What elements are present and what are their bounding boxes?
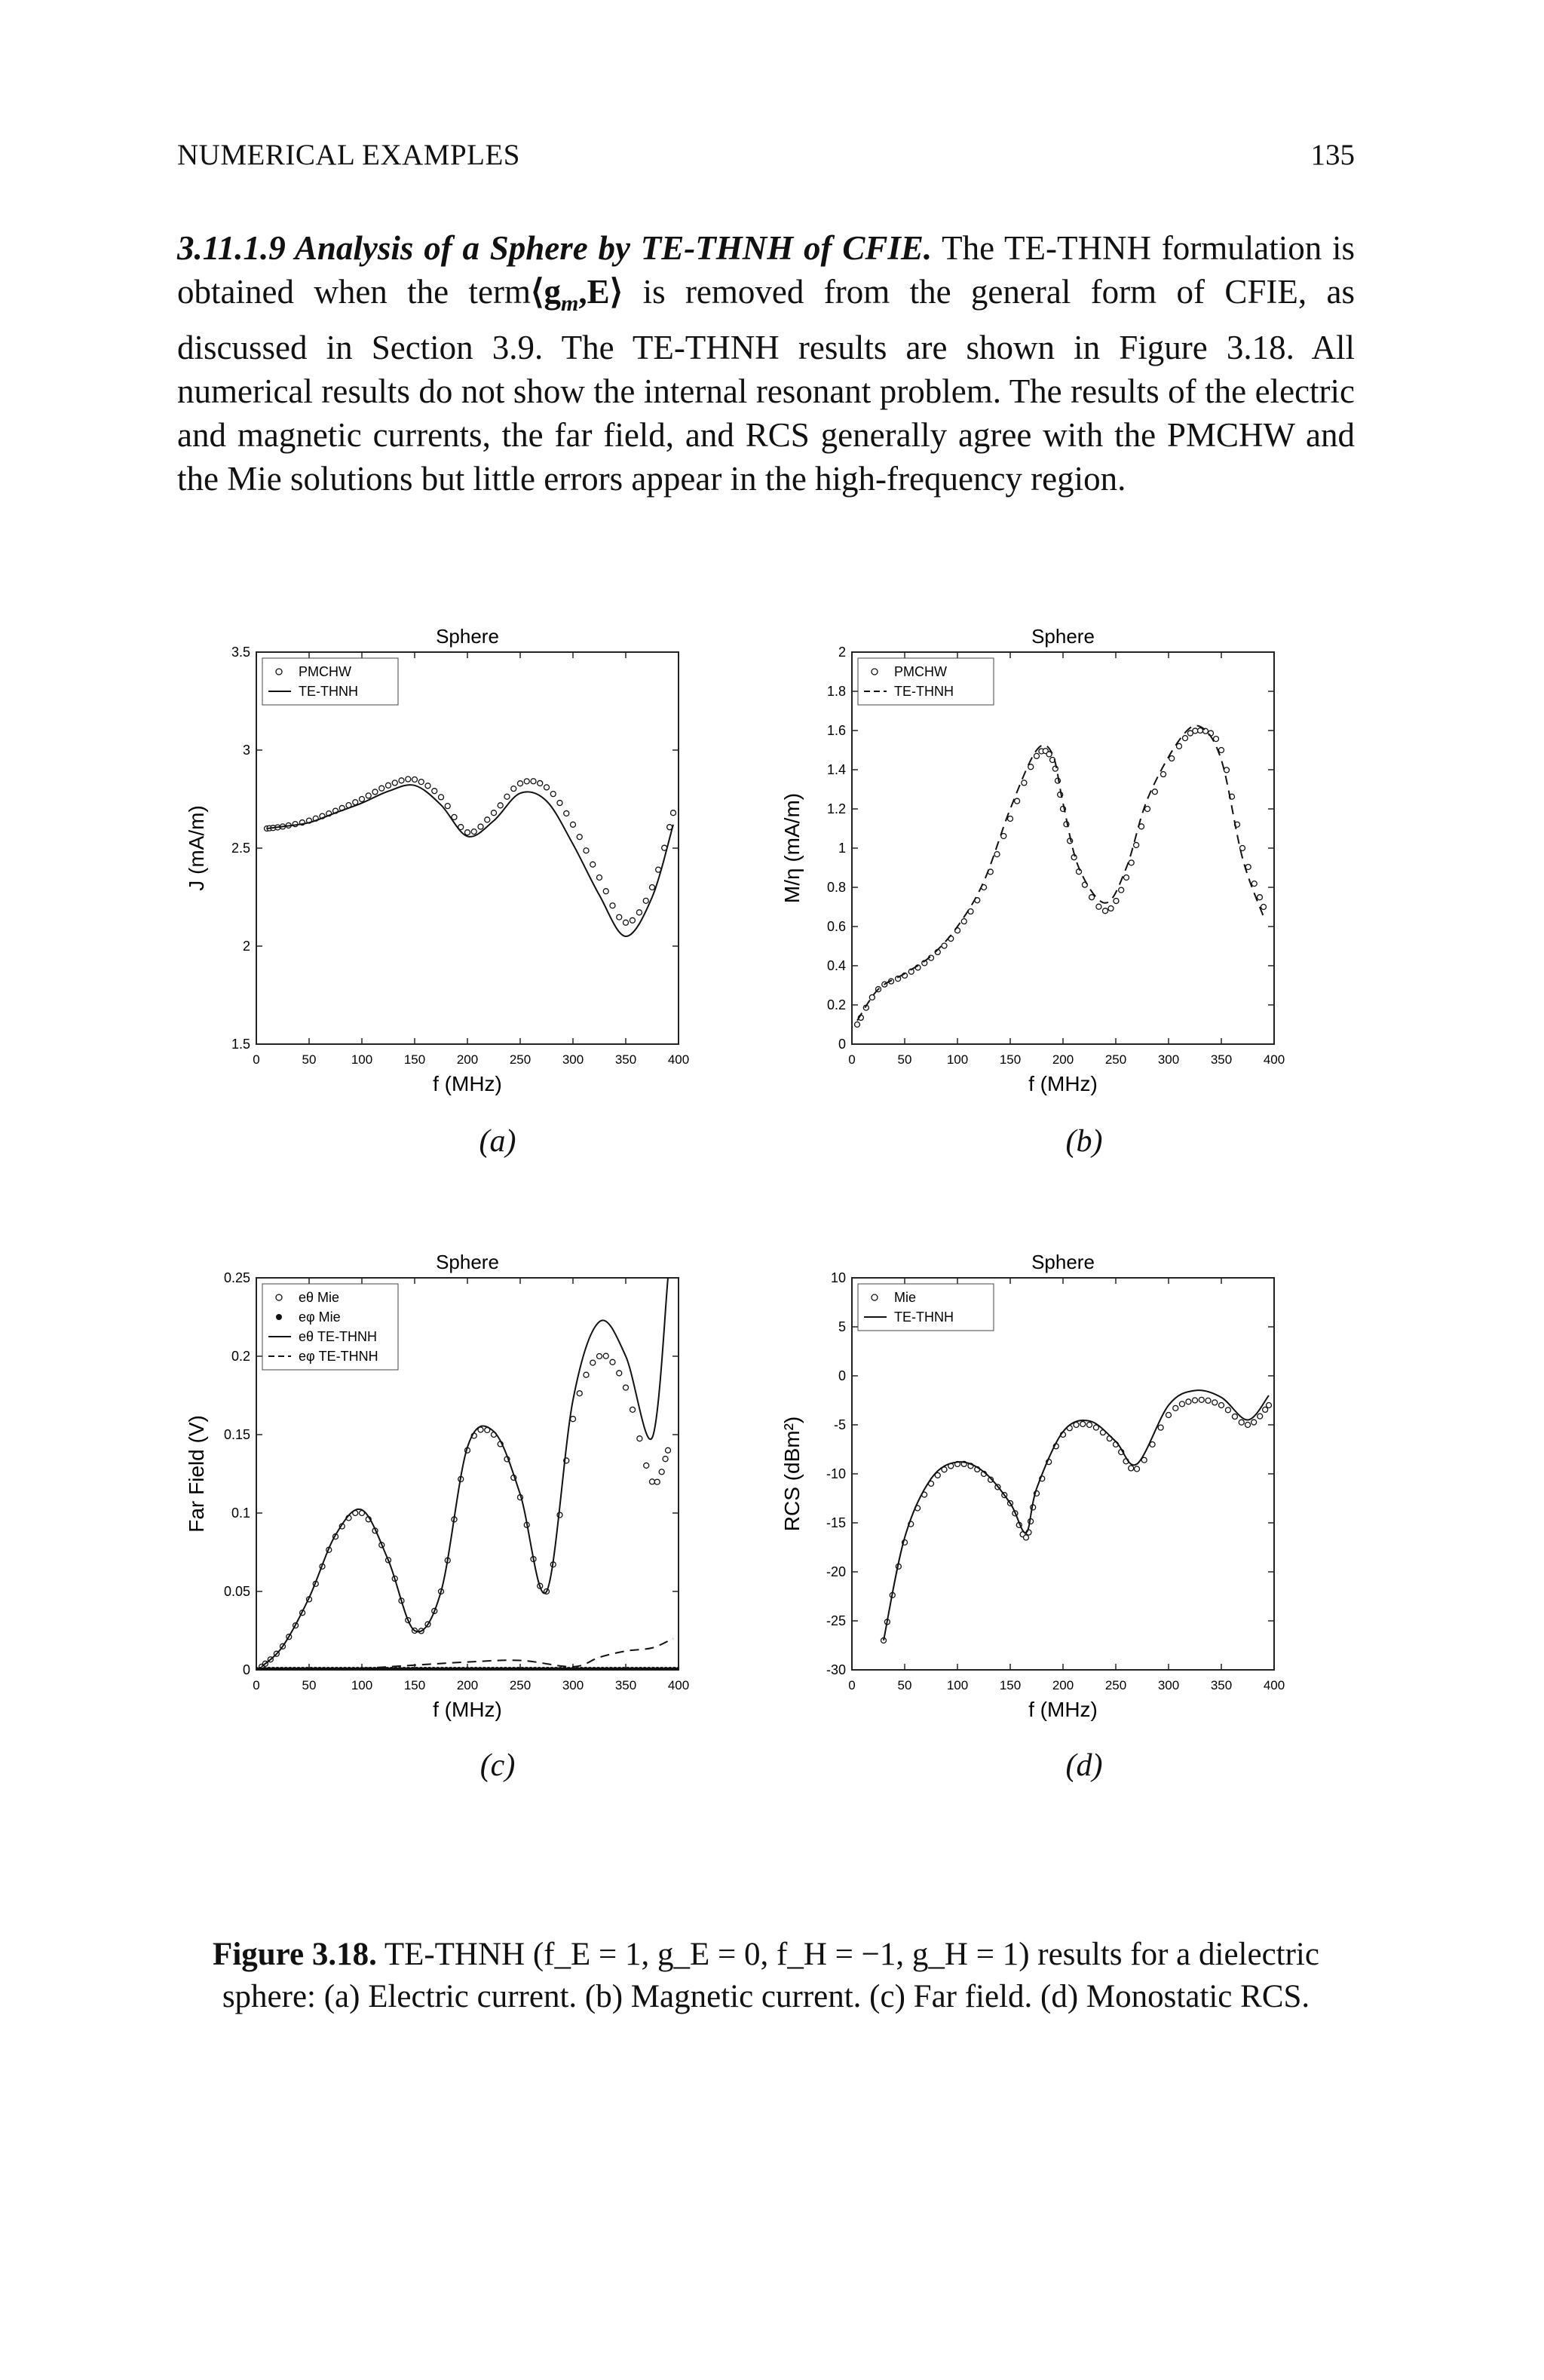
data-point [644, 1463, 649, 1468]
chart-c [173, 1244, 769, 1734]
x-tick-label: 400 [1263, 1678, 1285, 1692]
x-tick-label: 100 [946, 1678, 969, 1692]
data-point [1108, 906, 1114, 911]
x-axis-label: f (MHz) [1028, 1698, 1098, 1721]
data-point [360, 797, 365, 802]
data-point [597, 875, 602, 881]
y-tick-label: -25 [826, 1613, 846, 1628]
legend-marker [276, 669, 282, 675]
legend-label: eφ TE-THNH [299, 1349, 378, 1364]
y-tick-label: 0.6 [826, 919, 846, 934]
data-point [1263, 1407, 1268, 1412]
data-point [671, 810, 676, 816]
data-point [630, 1407, 636, 1412]
data-point [590, 1360, 596, 1365]
chart-c-svg [173, 1244, 769, 1734]
y-tick-label: 2 [242, 939, 250, 954]
chart-title: Sphere [1031, 625, 1095, 648]
y-axis-label: Far Field (V) [185, 1415, 208, 1533]
x-tick-label: 150 [403, 1052, 426, 1067]
y-tick-label: 0.15 [223, 1427, 250, 1442]
data-point [571, 1417, 576, 1422]
y-tick-label: 0 [838, 1368, 846, 1383]
data-point [471, 829, 476, 835]
y-tick-label: 0.25 [223, 1270, 250, 1285]
y-tick-label: -15 [826, 1515, 846, 1530]
data-point [663, 1456, 668, 1462]
x-tick-label: 250 [509, 1678, 532, 1692]
y-tick-label: 2 [838, 645, 846, 660]
legend-label: eθ Mie [299, 1290, 340, 1305]
data-point [1182, 736, 1187, 741]
y-tick-label: 1 [838, 841, 846, 856]
legend [262, 658, 398, 705]
series-1 [857, 725, 1264, 1020]
legend-label: TE-THNH [894, 684, 954, 699]
data-point [1134, 842, 1139, 847]
data-point [538, 780, 543, 786]
x-tick-label: 200 [456, 1678, 479, 1692]
data-point [623, 1385, 629, 1390]
chart-title: Sphere [436, 625, 499, 648]
data-point [1177, 743, 1182, 749]
data-point [386, 783, 391, 788]
figure-number: Figure 3.18. [213, 1937, 377, 1972]
data-point [584, 1372, 589, 1377]
legend-label: Mie [894, 1290, 917, 1305]
x-tick-label: 150 [999, 1052, 1022, 1067]
data-point [1080, 1421, 1086, 1426]
body-text-2: is removed from the general form of CFIE, as discussed in Section 3.9. The TE-THNH results are shown in Figure 3.18. All numerical results do not show the internal resonant problem. The results of the electric and magnetic currents, the far field, and RCS generally agree with the PMCHW and the Mie solutions but little errors appear in the high-frequency region. [177, 273, 1355, 498]
data-point [1024, 1535, 1029, 1540]
data-point [1034, 753, 1040, 758]
data-point [942, 943, 947, 948]
data-point [1261, 905, 1267, 910]
legend-marker [872, 669, 878, 675]
data-point [650, 1479, 655, 1484]
data-point [1135, 1466, 1140, 1472]
data-point [1257, 895, 1262, 900]
data-point [379, 786, 384, 791]
data-point [1124, 875, 1129, 881]
data-point [623, 920, 629, 925]
legend [858, 658, 994, 705]
data-point [617, 1371, 622, 1376]
data-point [1219, 748, 1224, 753]
body-text-1: The TE-THNH formulation is obtained when the term [177, 229, 1355, 311]
series-0 [259, 1353, 671, 1669]
data-point [524, 779, 529, 784]
data-point [1205, 1398, 1211, 1403]
data-point [1166, 1413, 1172, 1418]
data-point [425, 783, 430, 789]
figure-caption [177, 1934, 1355, 2018]
series-0 [265, 776, 676, 925]
data-point [1089, 895, 1095, 900]
x-tick-label: 100 [351, 1678, 373, 1692]
data-point [1119, 887, 1124, 893]
chart-a [173, 618, 769, 1108]
x-tick-label: 400 [667, 1052, 690, 1067]
x-tick-label: 50 [897, 1052, 912, 1067]
series-group [881, 1390, 1272, 1643]
legend-label: PMCHW [894, 664, 947, 679]
y-tick-label: -30 [826, 1662, 846, 1677]
data-point [666, 1447, 671, 1453]
panel-label-d: (d) [1065, 1748, 1103, 1783]
chart-b [769, 618, 1365, 1108]
data-point [478, 824, 483, 829]
data-point [412, 777, 418, 783]
data-point [1212, 1400, 1218, 1405]
data-point [1199, 1397, 1204, 1402]
term-sub: m [561, 291, 579, 316]
data-point [1245, 1423, 1251, 1428]
data-point [1258, 1414, 1263, 1419]
x-axis-label: f (MHz) [433, 1698, 502, 1721]
data-point [1225, 1407, 1230, 1413]
legend-label: PMCHW [299, 664, 351, 679]
data-point [399, 778, 404, 783]
plot-frame [256, 652, 679, 1044]
data-point [492, 810, 497, 816]
x-tick-label: 0 [848, 1052, 856, 1067]
data-point [869, 994, 875, 1000]
data-point [1161, 772, 1166, 777]
y-tick-label: 1.4 [826, 762, 846, 777]
x-tick-label: 50 [897, 1678, 912, 1692]
data-point [577, 1391, 582, 1396]
series-0 [855, 728, 1267, 1028]
data-point [531, 779, 536, 784]
data-point [1169, 756, 1175, 761]
chart-title: Sphere [436, 1251, 499, 1273]
series-0 [881, 1397, 1272, 1643]
legend-label: TE-THNH [299, 684, 358, 699]
y-axis-label: M/η (mA/m) [780, 792, 804, 904]
data-point [636, 910, 642, 915]
data-point [994, 852, 1000, 857]
x-tick-label: 350 [1210, 1052, 1233, 1067]
y-tick-label: 0.2 [826, 997, 846, 1012]
data-point [1267, 1403, 1272, 1408]
data-point [630, 917, 635, 923]
data-point [1096, 904, 1101, 909]
data-point [650, 885, 655, 890]
data-point [418, 780, 424, 785]
x-tick-label: 300 [1157, 1052, 1180, 1067]
data-point [1173, 1405, 1178, 1411]
data-point [1251, 1420, 1257, 1425]
data-point [855, 1022, 860, 1028]
chart-d [769, 1244, 1365, 1734]
legend [858, 1284, 994, 1331]
y-tick-label: -10 [826, 1466, 846, 1481]
data-point [676, 1667, 682, 1673]
y-axis-label: J (mA/m) [185, 805, 208, 891]
data-point [511, 786, 516, 792]
legend-label: eθ TE-THNH [299, 1329, 378, 1344]
running-head: NUMERICAL EXAMPLES [177, 139, 520, 171]
data-point [1077, 869, 1082, 875]
data-point [439, 795, 444, 800]
data-point [1224, 767, 1230, 773]
data-point [1219, 1403, 1224, 1408]
data-point [564, 810, 569, 816]
data-point [643, 898, 648, 903]
data-point [1198, 728, 1203, 734]
y-tick-label: 5 [838, 1319, 846, 1334]
x-tick-label: 200 [1052, 1678, 1074, 1692]
data-point [353, 800, 358, 805]
series-group [855, 725, 1267, 1027]
data-point [1022, 780, 1027, 786]
x-tick-label: 200 [456, 1052, 479, 1067]
data-point [544, 785, 550, 790]
data-point [432, 789, 437, 794]
series-1 [267, 785, 673, 936]
data-point [584, 848, 589, 853]
y-tick-label: -20 [826, 1564, 846, 1579]
data-point [1232, 1414, 1237, 1420]
panel-label-a: (a) [479, 1124, 516, 1159]
term-g: ⟨g [530, 273, 562, 311]
data-point [659, 1469, 664, 1475]
data-point [571, 822, 576, 827]
data-point [1179, 1401, 1184, 1407]
data-point [1052, 766, 1058, 771]
data-point [610, 903, 615, 908]
caption-text: TE-THNH (f_E = 1, g_E = 0, f_H = −1, g_H = 1) results for a dielectric sphere: (a) Electric current. (b) Magnetic current. (c) Far field. (d) Monostatic RCS. [222, 1937, 1319, 2014]
x-tick-label: 0 [848, 1678, 856, 1692]
data-point [445, 804, 450, 809]
chart-b-svg [769, 618, 1365, 1108]
x-axis-label: f (MHz) [433, 1072, 502, 1095]
y-tick-label: 3 [242, 743, 250, 758]
y-tick-label: 0.2 [231, 1349, 250, 1364]
legend [262, 1284, 398, 1370]
data-point [603, 889, 608, 894]
y-tick-label: 0 [838, 1037, 846, 1052]
data-point [961, 919, 967, 924]
chart-title: Sphere [1031, 1251, 1095, 1273]
chart-a-svg [173, 618, 769, 1108]
data-point [498, 803, 503, 808]
y-tick-label: 1.5 [231, 1037, 250, 1052]
data-point [372, 789, 378, 795]
data-point [1186, 1399, 1191, 1404]
y-tick-label: 1.6 [826, 723, 846, 738]
legend-label: eφ Mie [299, 1309, 341, 1325]
series-line [267, 785, 673, 936]
data-point [577, 835, 582, 840]
legend-label: TE-THNH [894, 1309, 954, 1325]
panel-label-b: (b) [1065, 1124, 1103, 1159]
y-tick-label: 3.5 [231, 645, 250, 660]
data-point [557, 801, 562, 806]
x-tick-label: 50 [302, 1052, 317, 1067]
section-title: 3.11.1.9 Analysis of a Sphere by TE-THNH of CFIE. [177, 229, 933, 267]
data-point [654, 1479, 660, 1484]
data-point [1152, 789, 1157, 795]
x-tick-label: 400 [1263, 1052, 1285, 1067]
data-point [550, 792, 556, 797]
data-point [1251, 881, 1257, 887]
data-point [392, 780, 397, 786]
x-tick-label: 350 [614, 1052, 637, 1067]
data-point [406, 776, 411, 782]
term-end: ,E⟩ [578, 273, 623, 311]
data-point [366, 793, 371, 798]
y-tick-label: 0.05 [223, 1584, 250, 1599]
x-tick-label: 150 [999, 1678, 1022, 1692]
legend-marker [276, 1294, 282, 1300]
data-point [1087, 1423, 1092, 1428]
data-point [1158, 1425, 1163, 1430]
x-tick-label: 400 [667, 1678, 690, 1692]
series-line [857, 725, 1264, 1020]
x-tick-label: 250 [1104, 1052, 1127, 1067]
x-tick-label: 100 [946, 1052, 969, 1067]
data-point [1008, 816, 1013, 822]
data-point [1015, 798, 1020, 804]
data-point [1114, 899, 1119, 904]
x-tick-label: 250 [1104, 1678, 1127, 1692]
plot-frame [852, 1278, 1274, 1670]
x-tick-label: 350 [614, 1678, 637, 1692]
series-group [265, 776, 676, 936]
x-tick-label: 300 [562, 1052, 584, 1067]
data-point [590, 862, 596, 867]
x-tick-label: 0 [253, 1678, 260, 1692]
page-number: 135 [1310, 139, 1355, 171]
legend-marker [872, 1294, 878, 1300]
data-point [637, 1436, 642, 1441]
x-tick-label: 200 [1052, 1052, 1074, 1067]
y-tick-label: 1.8 [826, 684, 846, 699]
y-tick-label: 0.1 [231, 1505, 250, 1521]
page-header [177, 138, 1355, 176]
x-tick-label: 350 [1210, 1678, 1233, 1692]
data-point [1193, 1398, 1198, 1403]
y-axis-label: RCS (dBm²) [780, 1416, 804, 1532]
data-point [603, 1353, 608, 1358]
x-axis-label: f (MHz) [1028, 1072, 1098, 1095]
data-point [597, 1354, 602, 1359]
data-point [504, 794, 510, 799]
section-paragraph [177, 226, 1355, 501]
data-point [1193, 728, 1198, 734]
x-tick-label: 250 [509, 1052, 532, 1067]
data-point [1129, 1466, 1134, 1471]
series-line [256, 1638, 673, 1670]
y-tick-label: 0 [242, 1662, 250, 1677]
chart-d-svg [769, 1244, 1365, 1734]
data-point [1129, 860, 1134, 865]
y-tick-label: 2.5 [231, 841, 250, 856]
y-tick-label: 10 [830, 1270, 846, 1285]
data-point [1103, 908, 1108, 914]
data-point [485, 817, 490, 822]
legend-marker [276, 1314, 282, 1320]
x-tick-label: 0 [253, 1052, 260, 1067]
x-tick-label: 300 [562, 1678, 584, 1692]
x-tick-label: 300 [1157, 1678, 1180, 1692]
y-tick-label: -5 [833, 1417, 846, 1432]
data-point [610, 1359, 615, 1365]
plot-frame [852, 652, 1274, 1044]
data-point [617, 914, 622, 920]
y-tick-label: 1.2 [826, 801, 846, 816]
y-tick-label: 0.4 [826, 958, 846, 973]
series-3 [256, 1638, 673, 1670]
data-point [1239, 1420, 1244, 1425]
data-point [518, 781, 523, 786]
data-point [968, 909, 973, 914]
panel-label-c: (c) [479, 1748, 516, 1783]
x-tick-label: 150 [403, 1678, 426, 1692]
x-tick-label: 50 [302, 1678, 317, 1692]
x-tick-label: 100 [351, 1052, 373, 1067]
data-point [1145, 807, 1150, 812]
data-point [465, 830, 470, 835]
y-tick-label: 0.8 [826, 880, 846, 895]
